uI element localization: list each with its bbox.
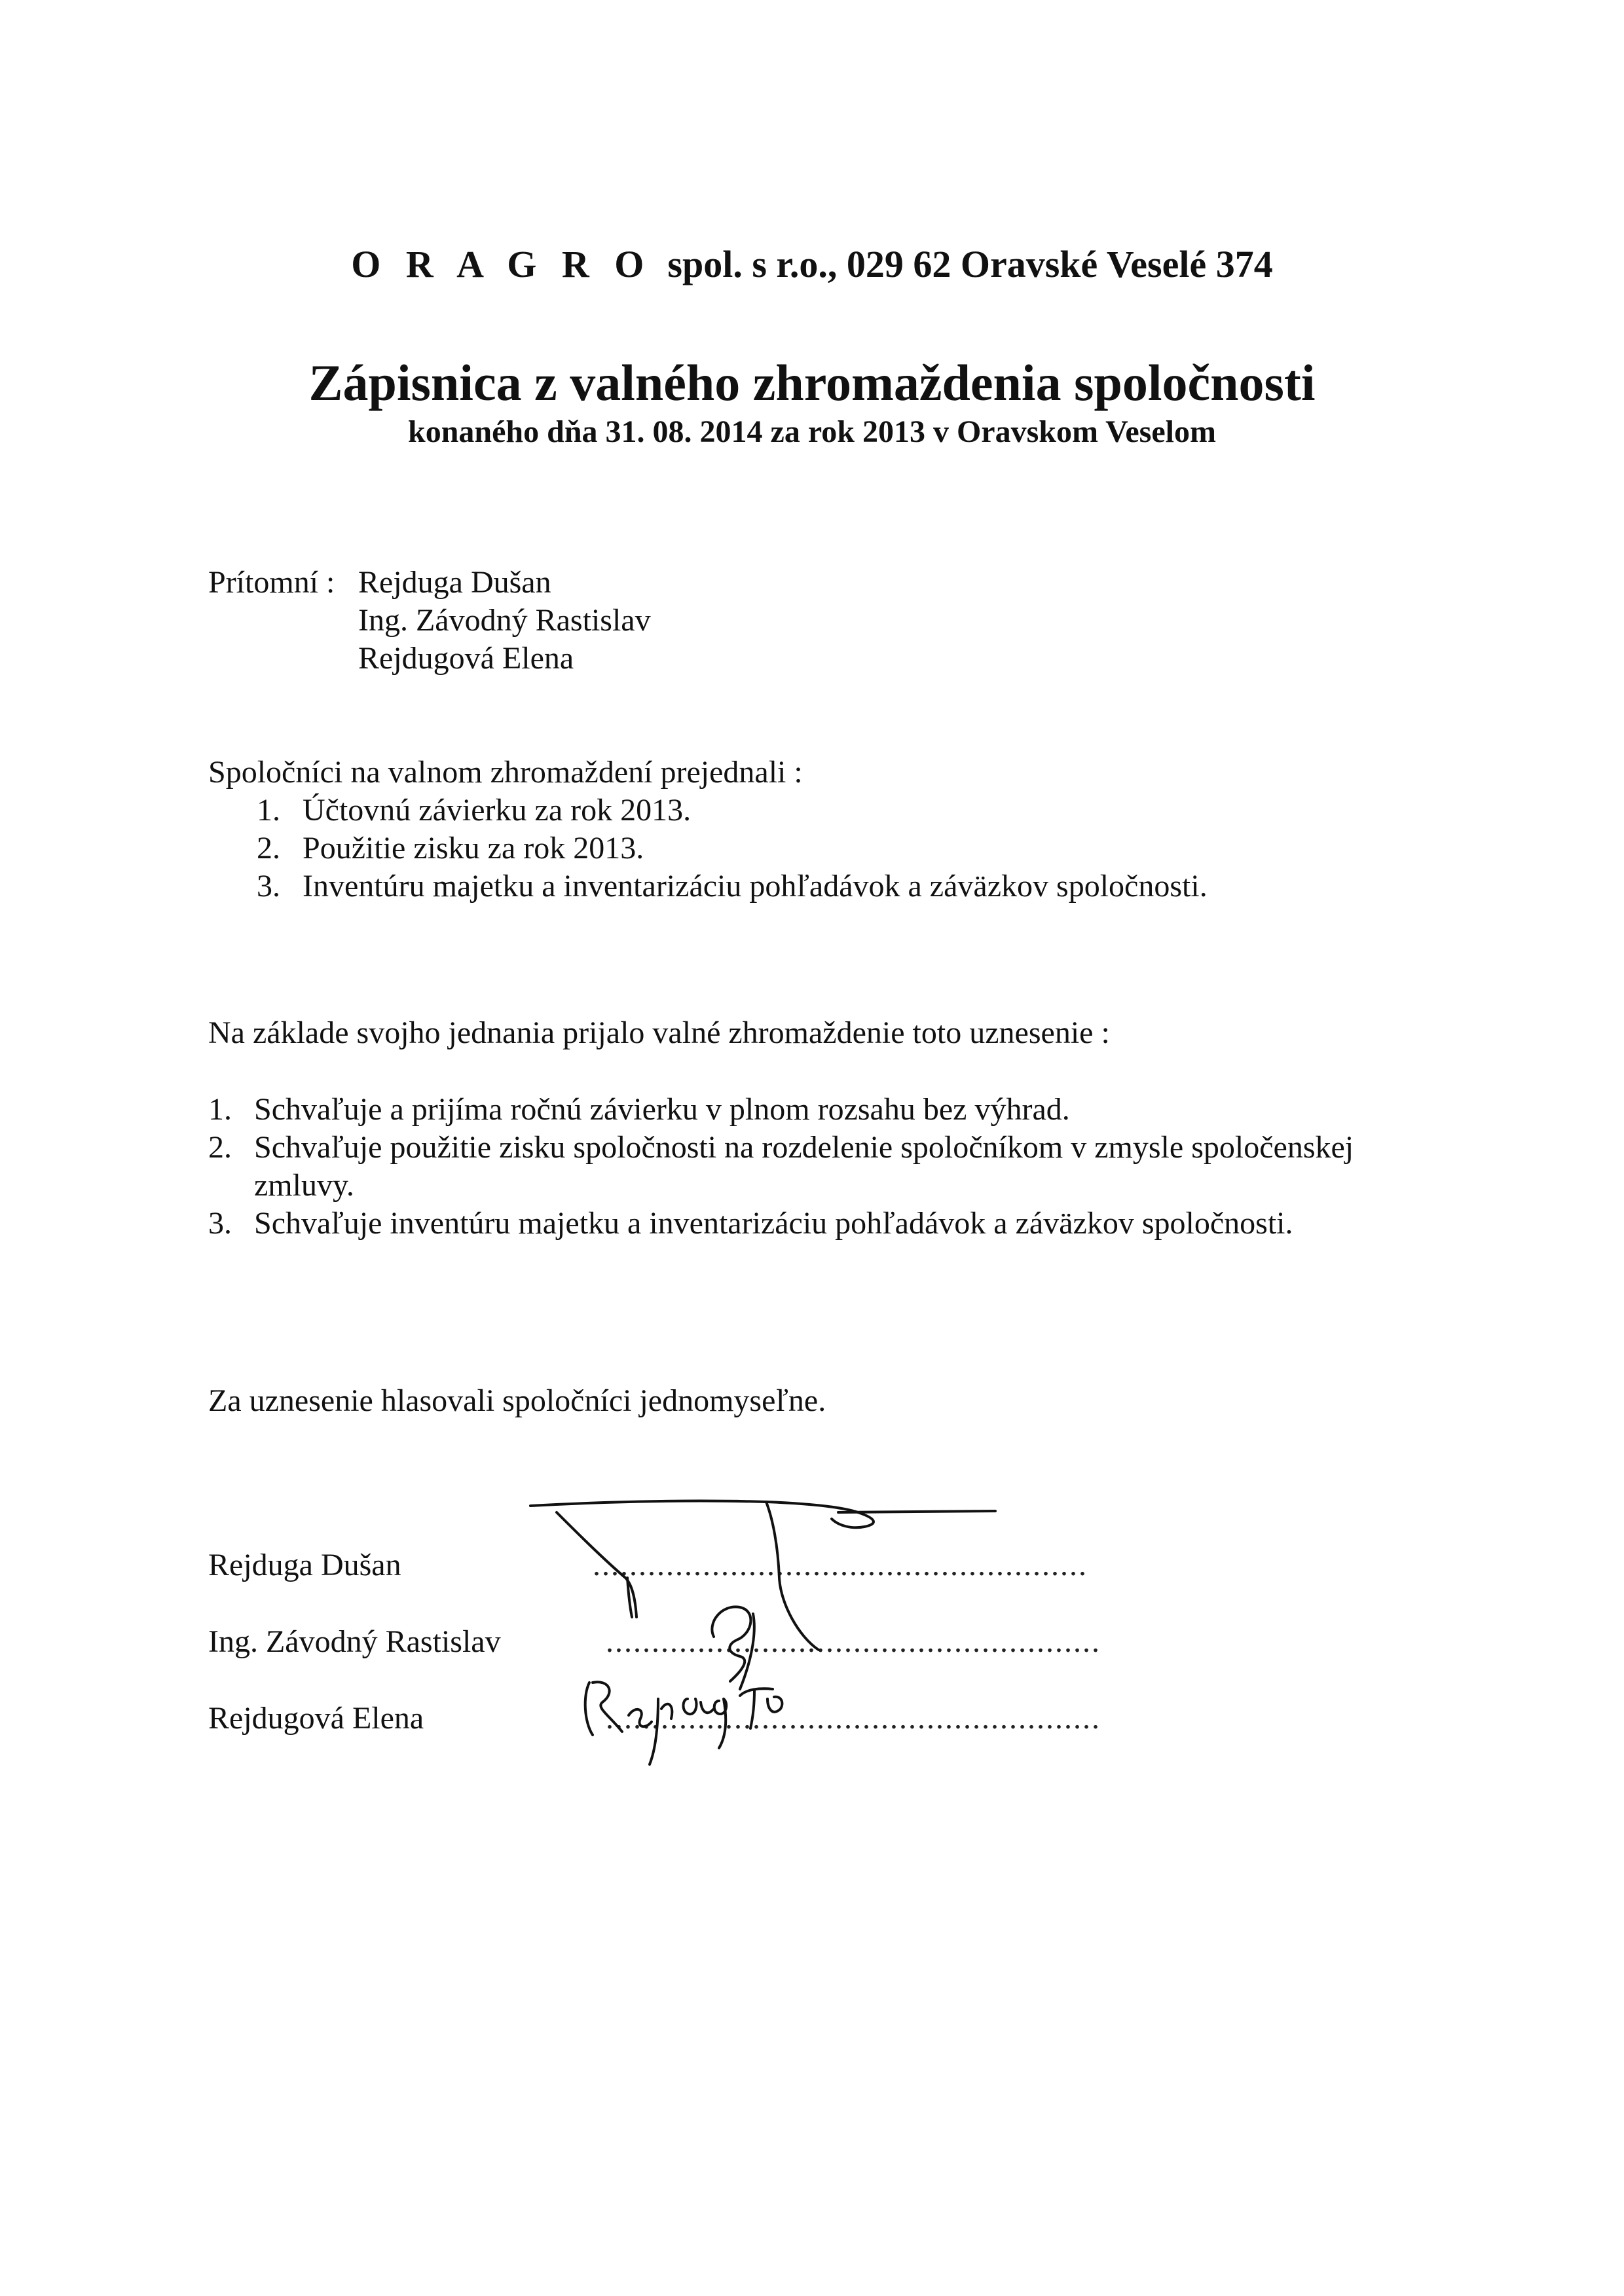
agenda-item-number: 3. [257,869,280,903]
signature-stroke [712,1607,750,1681]
signatory-name: Ing. Závodný Rastislav [208,1624,501,1659]
company-address: spol. s r.o., 029 62 Oravské Veselé 374 [667,243,1273,285]
attendee-name: Ing. Závodný Rastislav [358,603,651,638]
resolution-item [208,1205,1293,1241]
resolution-intro: Na základe svojho jednania prijalo valné zhromaždenie toto uznesenie : [208,1015,1110,1050]
agenda-item-text: Účtovnú závierku za rok 2013. [303,793,692,828]
signatory-name: Rejdugová Elena [208,1701,424,1736]
attendee-name: Rejdugová Elena [358,641,574,676]
attendee-name: Rejduga Dušan [358,565,551,600]
signature-line: ...................................................... [606,1624,1101,1659]
resolution-item-text: Schvaľuje použitie zisku spoločnosti na rozdelenie spoločníkom v zmysle spoločenskej [254,1130,1354,1165]
signature-stroke [530,1501,874,1528]
signature-stroke [684,1699,714,1714]
resolution-item-number: 1. [208,1092,232,1127]
signature-stroke [838,1511,995,1512]
signature-stroke [714,1699,726,1748]
agenda-item-text: Inventúru majetku a inventarizáciu pohľadávok a záväzkov spoločnosti. [303,869,1208,903]
signature-line: ...................................................... [593,1548,1088,1582]
signatory-name: Rejduga Dušan [208,1548,401,1582]
resolution-item-continuation: zmluvy. [254,1168,354,1203]
resolution-item-text: Schvaľuje a prijíma ročnú závierku v plnom rozsahu bez výhrad. [254,1092,1070,1127]
signature-stroke [740,1688,782,1728]
agenda-item-number: 1. [257,793,280,828]
agenda-item-text: Použitie zisku za rok 2013. [303,831,644,866]
agenda-item [257,792,691,828]
attendees-label: Prítomní : [208,565,335,600]
agenda-item [257,868,1208,904]
vote-statement: Za uznesenie hlasovali spoločníci jednomyseľne. [208,1383,826,1418]
signature-stroke [766,1502,819,1650]
resolution-item [208,1091,1070,1127]
signature-stroke [557,1512,637,1617]
resolution-item [208,1129,1354,1165]
company-header [0,242,1624,286]
signature-stroke [740,1614,754,1689]
resolution-item-number: 3. [208,1206,232,1241]
resolution-item-text: Schvaľuje inventúru majetku a inventarizáciu pohľadávok a záväzkov spoločnosti. [254,1206,1293,1241]
document-subtitle: konaného dňa 31. 08. 2014 za rok 2013 v Oravskom Veselom [408,414,1216,449]
signature-stroke [585,1682,622,1735]
signature-stroke [650,1699,672,1764]
signature-stroke [629,1709,652,1726]
signature-line: ...................................................... [606,1701,1101,1736]
document-title: Zápisnica z valného zhromaždenia spoločnosti [308,354,1316,411]
handwritten-signatures [511,1473,1008,1768]
resolution-item-number: 2. [208,1130,232,1165]
company-name: O R A G R O [351,243,652,285]
agenda-item-number: 2. [257,831,280,866]
agenda-item [257,830,644,866]
agenda-intro: Spoločníci na valnom zhromaždení prejednali : [208,755,803,790]
